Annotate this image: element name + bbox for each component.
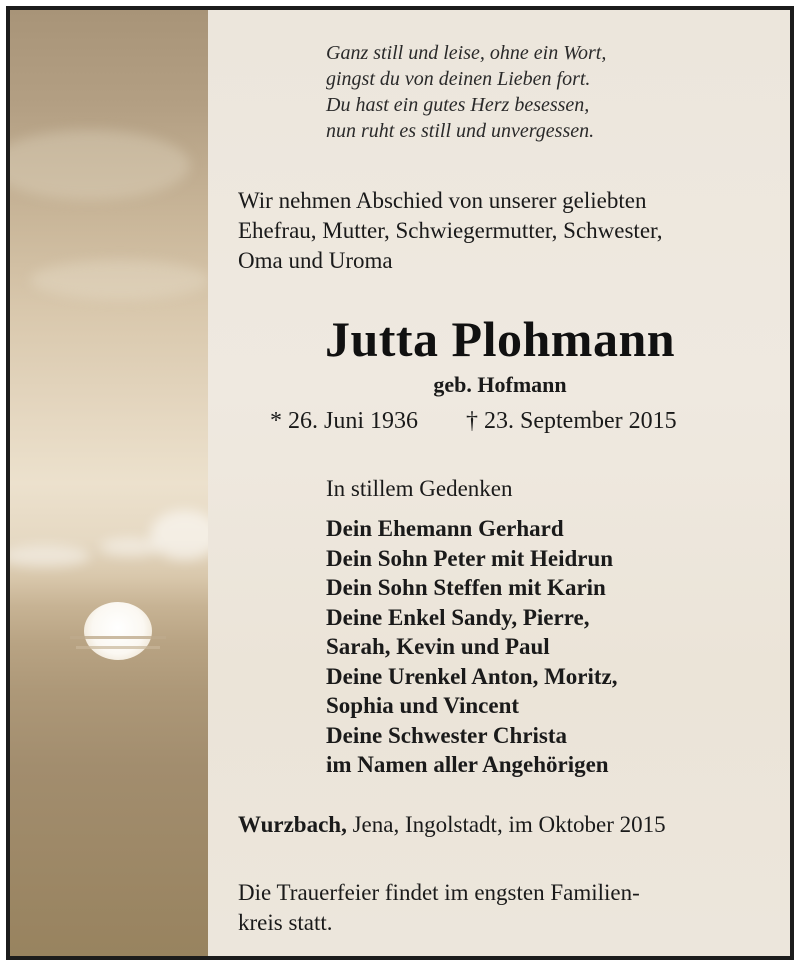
deceased-name: Jutta Plohmann	[324, 311, 676, 367]
funeral-line: Die Trauerfeier findet im engsten Familien-	[238, 880, 640, 905]
poem-line: gingst du von deinen Lieben fort.	[326, 68, 591, 90]
mourner-line: Deine Urenkel Anton, Moritz,	[326, 663, 618, 689]
funeral-note	[238, 878, 758, 938]
sun	[84, 602, 152, 660]
death-date: † 23. September 2015	[466, 408, 677, 434]
mourner-line: Sophia und Vincent	[326, 693, 520, 718]
mourner-line: Deine Schwester Christa	[326, 722, 568, 748]
intro-line: Ehefrau, Mutter, Schwiegermutter, Schwester,	[238, 218, 663, 243]
sun-reflection	[70, 636, 166, 639]
mourner-line: Sarah, Kevin und Paul	[326, 634, 550, 659]
cloud	[10, 545, 90, 567]
sunset-photo	[10, 10, 208, 956]
cloud	[30, 260, 208, 300]
life-dates	[270, 408, 677, 435]
farewell-intro	[238, 186, 758, 276]
cloud	[10, 130, 190, 200]
mourner-line: Dein Ehemann Gerhard	[326, 516, 564, 541]
place-main: Wurzbach,	[238, 812, 347, 837]
sun-reflection	[76, 646, 160, 649]
maiden-name: geb. Hofmann	[433, 372, 567, 397]
mourner-line: im Namen aller Angehörigen	[326, 752, 609, 777]
poem-line: Du hast ein gutes Herz besessen,	[326, 94, 590, 116]
place-rest: Jena, Ingolstadt, im Oktober 2015	[346, 812, 666, 837]
intro-line: Wir nehmen Abschied von unserer geliebten	[238, 188, 647, 213]
mourners-list	[326, 514, 618, 780]
obituary-notice	[6, 6, 794, 960]
mourner-line: Dein Sohn Peter mit Heidrun	[326, 545, 614, 571]
place-and-date	[238, 812, 758, 838]
mourner-line: Dein Sohn Steffen mit Karin	[326, 575, 606, 600]
notice-text	[208, 10, 790, 956]
cloud	[150, 510, 208, 560]
birth-date: * 26. Juni 1936	[270, 408, 419, 434]
funeral-line: kreis statt.	[238, 910, 333, 935]
poem-line: nun ruht es still und unvergessen.	[326, 120, 595, 142]
cloud	[100, 538, 160, 556]
poem-line: Ganz still und leise, ohne ein Wort,	[326, 42, 607, 64]
intro-line: Oma und Uroma	[238, 248, 393, 273]
memory-heading: In stillem Gedenken	[326, 476, 513, 501]
mourner-line: Deine Enkel Sandy, Pierre,	[326, 604, 590, 630]
poem	[326, 40, 606, 144]
